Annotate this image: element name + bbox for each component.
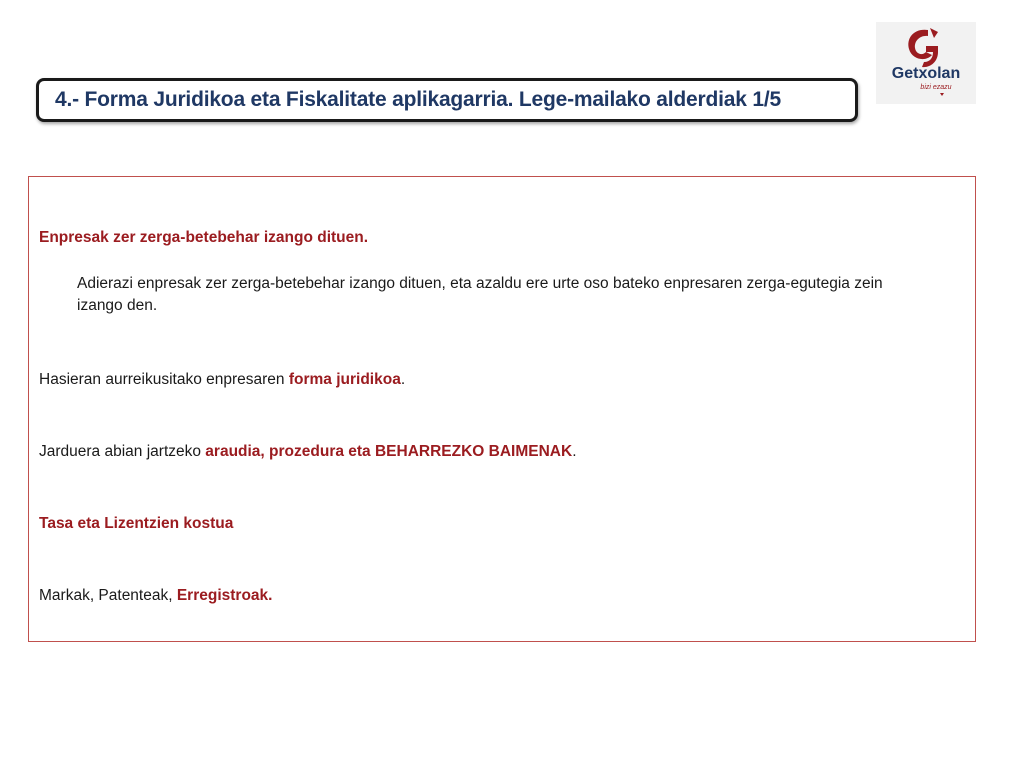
item-legal-form-highlight: forma juridikoa	[288, 371, 401, 388]
item-fees-heading: Tasa eta Lizentzien kostua	[39, 515, 234, 532]
item-legal-form-prefix: Hasieran aurreikusitako enpresaren	[39, 371, 289, 388]
content-box	[28, 176, 976, 642]
slide-title: 4.- Forma Juridikoa eta Fiskalitate aplikagarria. Lege-mailako alderdiak 1/5	[55, 88, 781, 111]
item-legal-form-suffix: .	[400, 371, 406, 388]
item-regulations-prefix: Jarduera abian jartzeko	[39, 443, 206, 460]
slide-title-box	[36, 78, 858, 122]
item-tax-obligations-detail: Adierazi enpresak zer zerga-betebehar izango dituen, eta azaldu ere urte oso bateko enpresaren zerga-egutegia zein izango den.	[77, 275, 883, 314]
item-trademarks-highlight: Erregistroak.	[176, 587, 273, 604]
logo-brand-text: Getxolan	[891, 65, 961, 82]
logo-tagline-text: bizi ezazu	[920, 84, 952, 91]
getxolan-logo-icon	[876, 22, 976, 104]
item-tax-obligations-heading: Enpresak zer zerga-betebehar izango dituen.	[39, 229, 369, 246]
item-regulations-suffix: .	[572, 443, 577, 460]
item-regulations-highlight: araudia, prozedura eta BEHARREZKO BAIMENAK	[205, 443, 573, 460]
item-regulations	[39, 441, 577, 463]
item-trademarks-prefix: Markak, Patenteak,	[39, 587, 177, 604]
item-trademarks	[39, 585, 272, 607]
getxolan-logo	[876, 22, 976, 104]
item-legal-form	[39, 369, 405, 391]
